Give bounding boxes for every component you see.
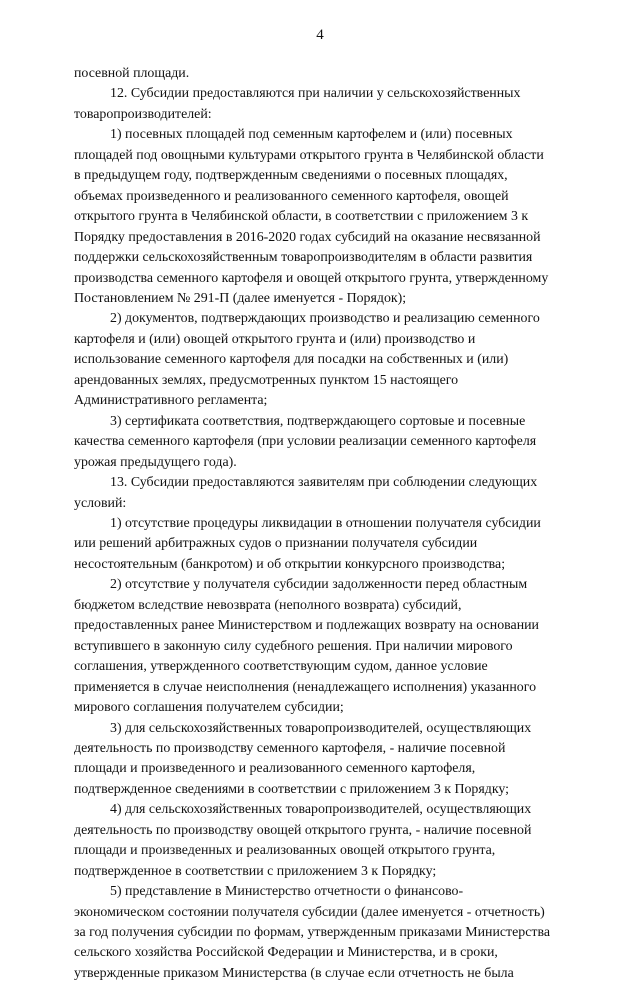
paragraph-continuation: посевной площади. (74, 66, 190, 81)
paragraph-item-12: 12. Субсидии предоставляются при наличии у сельскохозяйственных товаропроизводителей: (74, 86, 521, 122)
paragraph-12-1: 1) посевных площадей под семенным картофелем и (или) посевных площадей под овощными культурами открытого грунта в Челябинской области в предыдущем году, подтвержденным сведениями о посевных площадях, объемах произведенного и реализованного семенного картофеля, овощей открытого грунта в Челябинской области, в соответствии с приложением 3 к Порядку предоставления в 2016-2020 годах субсидий на оказание несвязанной поддержки сельскохозяйственным товаропроизводителям в области развития производства семенного картофеля и овощей открытого грунта, утвержденному Постановлением № 291-П (далее именуется - Порядок); (74, 127, 549, 306)
paragraph-13-3: 3) для сельскохозяйственных товаропроизводителей, осуществляющих деятельность по производству семенного картофеля, - наличие посевной площади и произведенного и реализованного семенного картофеля, подтвержденное сведениями в соответствии с приложением 3 к Порядку; (74, 720, 532, 797)
paragraph-13-5: 5) представление в Министерство отчетности о финансово- экономическом состоянии получателя субсидии (далее именуется - отчетность) за год получения субсидии по формам, утвержденным приказами Министерства сельского хозяйства Российской Федерации и Министерства, и в сроки, утвержденные приказом Министерства (в случае если отчетность не была (74, 884, 550, 981)
paragraph-12-3: 3) сертификата соответствия, подтверждающего сортовые и посевные качества семенного картофеля (при условии реализации семенного картофеля урожая предыдущего года). (74, 413, 537, 470)
paragraph-13-1: 1) отсутствие процедуры ликвидации в отношении получателя субсидии или решений арбитражных судов о признании получателя субсидии несостоятельным (банкротом) и об открытии конкурсного производства; (74, 515, 541, 572)
paragraph-13-2: 2) отсутствие у получателя субсидии задолженности перед областным бюджетом вследствие невозврата (неполного возврата) субсидий, предоставленных ранее Министерством и подлежащих возврату на основании вступившего в законную силу судебного решения. При наличии мирового соглашения, утвержденного соответствующим судом, данное условие применяется в случае неисполнения (ненадлежащего исполнения) указанного мирового соглашения получателем субсидии; (74, 577, 539, 716)
paragraph-13-4: 4) для сельскохозяйственных товаропроизводителей, осуществляющих деятельность по производству овощей открытого грунта, - наличие посевной площади и произведенных и реализованных овощей открытого грунта, подтвержденное в соответствии с приложением 3 к Порядку; (74, 802, 532, 879)
document-body (74, 64, 591, 984)
page-number: 4 (316, 27, 324, 43)
paragraph-item-13: 13. Субсидии предоставляются заявителям при соблюдении следующих условий: (74, 475, 538, 511)
paragraph-12-2: 2) документов, подтверждающих производство и реализацию семенного картофеля и (или) овощей открытого грунта и (или) производство и использование семенного картофеля для посадки на собственных и (или) арендованных землях, предусмотренных пунктом 15 настоящего Административного регламента; (74, 311, 540, 409)
